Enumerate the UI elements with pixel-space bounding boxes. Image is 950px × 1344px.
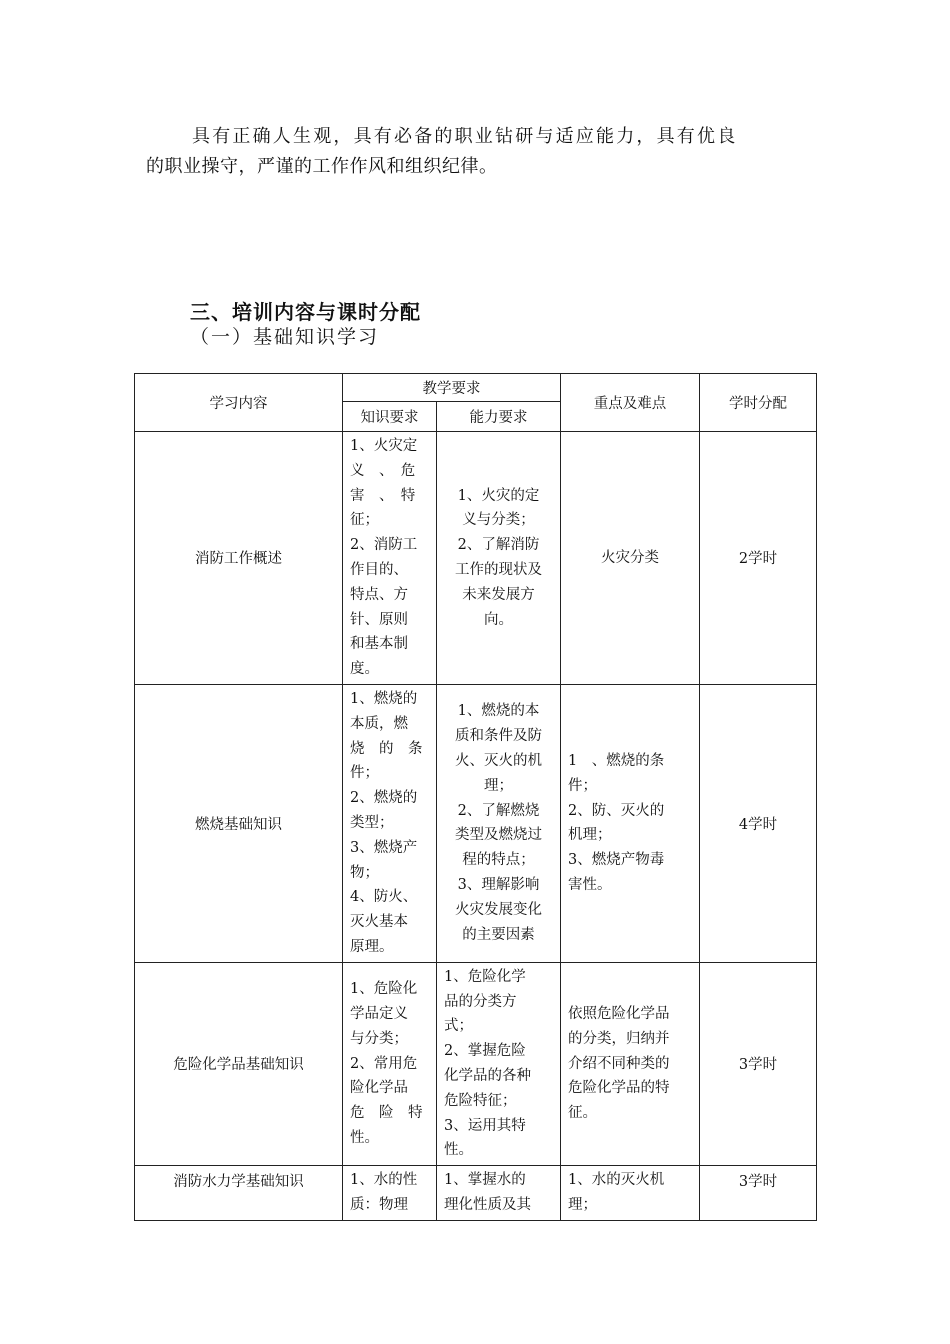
text-line: 向。 [484, 611, 513, 628]
header-teaching: 教学要求 [343, 374, 561, 402]
text-line: 1、水的性 [350, 1172, 418, 1189]
text-line: 作目的、 [350, 561, 408, 578]
text-line: 针、原则 [350, 611, 408, 628]
text-line: 1、火灾的定 [457, 487, 540, 504]
text-line: 灭火基本 [350, 914, 408, 931]
row-knowledge [343, 962, 437, 1165]
row-ability [437, 1166, 561, 1221]
text-line: 3、燃烧产 [350, 839, 418, 856]
text-line: 性。 [444, 1142, 473, 1159]
row-content: 燃烧基础知识 [135, 684, 343, 962]
text-line: 理化性质及其 [444, 1196, 531, 1213]
row-ability [437, 684, 561, 962]
table-row [135, 962, 817, 1165]
text-line: 2、常用危 [350, 1055, 418, 1072]
text-line: 危 险 特 [350, 1105, 423, 1122]
intro-paragraph [146, 122, 811, 182]
row-content: 消防水力学基础知识 [135, 1166, 343, 1221]
text-line: 1、燃烧的本 [457, 703, 540, 720]
row-knowledge [343, 1166, 437, 1221]
header-content: 学习内容 [135, 374, 343, 432]
text-line: 程的特点； [462, 852, 535, 869]
row-knowledge [343, 684, 437, 962]
text-line: 质和条件及防 [455, 728, 542, 745]
text-line: 危险化学品的特 [568, 1080, 670, 1097]
text-line: 件； [350, 765, 379, 782]
text-line: 和基本制 [350, 636, 408, 653]
text-line: 介绍不同种类的 [568, 1055, 670, 1072]
header-row-1 [135, 374, 817, 402]
text-line: 未来发展方 [462, 586, 535, 603]
text-line: 危险特征； [444, 1092, 517, 1109]
text-line: 特点、方 [350, 586, 408, 603]
header-hours: 学时分配 [700, 374, 817, 432]
text-line: 火、灭火的机 [455, 752, 542, 769]
row-ability [437, 962, 561, 1165]
row-content: 危险化学品基础知识 [135, 962, 343, 1165]
text-line: 品的分类方 [444, 993, 517, 1010]
text-line: 2、掌握危险 [444, 1043, 526, 1060]
text-line: 原理。 [350, 938, 394, 955]
text-line: 1、燃烧的 [350, 690, 418, 707]
text-line: 火灾发展变化 [455, 901, 542, 918]
text-line: 险化学品 [350, 1080, 408, 1097]
text-line: 3、理解影响 [457, 876, 540, 893]
text-line: 理； [484, 777, 513, 794]
row-ability [437, 432, 561, 685]
intro-line-2: 的职业操守，严谨的工作作风和组织纪律。 [146, 156, 498, 177]
text-line: 害性。 [568, 876, 612, 893]
header-focus: 重点及难点 [561, 374, 700, 432]
text-line: 度。 [350, 661, 379, 678]
intro-line-1: 具有正确人生观，具有必备的职业钻研与适应能力，具有优良 [192, 126, 738, 147]
text-line: 1、火灾定 [350, 438, 418, 454]
table-row [135, 432, 817, 685]
text-line: 4、防火、 [350, 889, 418, 906]
text-line: 式； [444, 1018, 473, 1035]
row-hours: 3学时 [700, 1166, 817, 1221]
text-line: 征。 [568, 1105, 597, 1122]
text-line: 1、水的灭火机 [568, 1172, 665, 1189]
text-line: 质：物理 [350, 1196, 408, 1213]
table-row [135, 1166, 817, 1221]
row-focus [561, 684, 700, 962]
text-line: 征； [350, 512, 379, 529]
text-line: 理； [568, 1196, 597, 1213]
row-hours: 3学时 [700, 962, 817, 1165]
text-line: 3、燃烧产物毒 [568, 852, 665, 869]
text-line: 1、危险化学 [444, 968, 526, 985]
row-focus [561, 432, 700, 685]
text-line: 化学品的各种 [444, 1067, 531, 1084]
text-line: 本质，燃 [350, 715, 408, 732]
text-line: 义 、 危 [350, 462, 416, 479]
subsection-title: （一）基础知识学习 [190, 326, 380, 348]
row-hours: 4学时 [700, 684, 817, 962]
row-content: 消防工作概述 [135, 432, 343, 685]
text-line: 2、燃烧的 [350, 790, 418, 807]
row-focus [561, 962, 700, 1165]
text-line: 火灾分类 [601, 549, 659, 566]
text-line: 2、了解燃烧 [457, 802, 540, 819]
text-line: 与分类； [350, 1030, 408, 1047]
text-line: 物； [350, 864, 379, 881]
row-knowledge [343, 432, 437, 685]
text-line: 的主要因素 [462, 926, 535, 943]
text-line: 1、危险化 [350, 981, 418, 998]
text-line: 3、运用其特 [444, 1117, 526, 1134]
text-line: 工作的现状及 [455, 561, 542, 578]
text-line: 学品定义 [350, 1005, 408, 1022]
text-line: 2、防、灭火的 [568, 802, 665, 819]
header-ability: 能力要求 [437, 402, 561, 432]
text-line: 烧 的 条 [350, 740, 423, 757]
table-row [135, 684, 817, 962]
text-line: 1、掌握水的 [444, 1172, 526, 1189]
header-knowledge: 知识要求 [343, 402, 437, 432]
training-table [134, 373, 817, 1221]
text-line: 的分类，归纳并 [568, 1030, 670, 1047]
text-line: 依照危险化学品 [568, 1005, 670, 1022]
text-line: 件； [568, 777, 597, 794]
text-line: 1 、燃烧的条 [568, 752, 665, 769]
text-line: 性。 [350, 1129, 379, 1146]
text-line: 2、消防工 [350, 537, 418, 554]
text-line: 义与分类； [462, 512, 535, 529]
text-line: 类型； [350, 814, 394, 831]
text-line: 类型及燃烧过 [455, 827, 542, 844]
row-focus [561, 1166, 700, 1221]
section-title: 三、培训内容与课时分配 [190, 300, 421, 324]
text-line: 机理； [568, 827, 612, 844]
text-line: 2、了解消防 [457, 537, 540, 554]
text-line: 害 、 特 [350, 487, 416, 504]
row-hours: 2学时 [700, 432, 817, 685]
